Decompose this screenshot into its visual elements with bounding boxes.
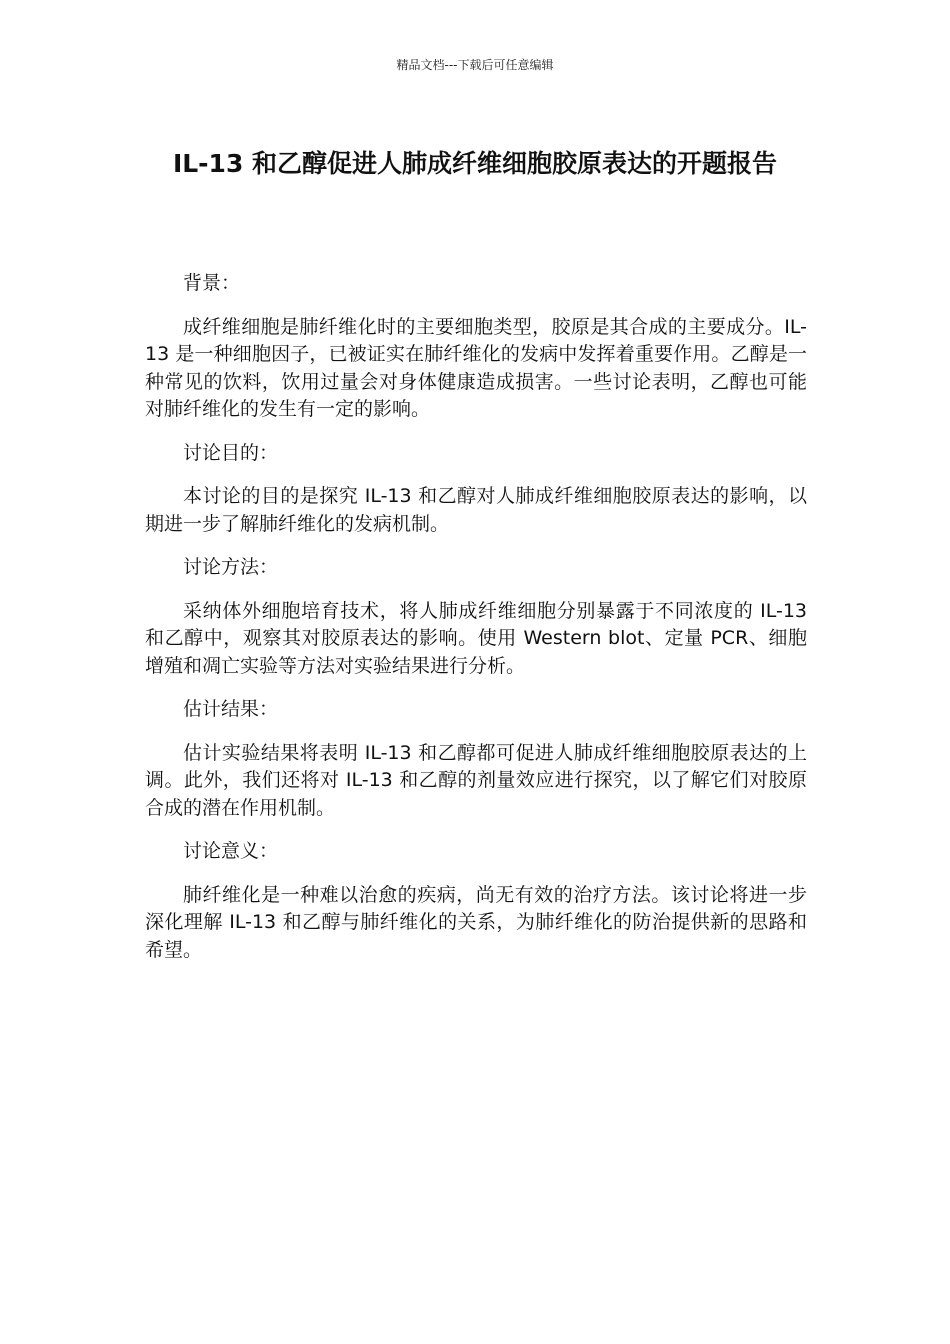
section-heading: 背景：	[183, 272, 241, 294]
section-significance	[145, 838, 807, 964]
document-body	[145, 270, 807, 980]
document-title: IL-13 和乙醇促进人肺成纤维细胞胶原表达的开题报告	[172, 149, 778, 178]
section-objective	[145, 440, 807, 539]
section-paragraph: 肺纤维化是一种难以治愈的疾病，尚无有效的治疗方法。该讨论将进一步深化理解 IL-13 和乙醇与肺纤维化的关系，为肺纤维化的防治提供新的思路和希望。	[145, 883, 807, 961]
section-background	[145, 270, 807, 424]
section-heading: 讨论意义：	[183, 840, 279, 862]
section-expected-results	[145, 696, 807, 822]
section-heading: 讨论目的：	[183, 441, 279, 464]
section-methods	[145, 554, 807, 680]
section-heading: 讨论方法：	[183, 556, 279, 578]
section-paragraph: 估计实验结果将表明 IL-13 和乙醇都可促进人肺成纤维细胞胶原表达的上调。此外，我们还将对 IL-13 和乙醇的剂量效应进行探究，以了解它们对胶原合成的潜在作用机制。	[145, 741, 807, 819]
header-note: 精品文档---下载后可任意编辑	[396, 58, 554, 72]
section-paragraph: 本讨论的目的是探究 IL-13 和乙醇对人肺成纤维细胞胶原表达的影响，以期进一步了解肺纤维化的发病机制。	[145, 485, 807, 535]
section-paragraph: 采纳体外细胞培育技术，将人肺成纤维细胞分别暴露于不同浓度的 IL-13 和乙醇中，观察其对胶原表达的影响。使用 Western blot、定量 PCR、细胞增殖和凋亡实验等方法对实验结果进行分析。	[145, 599, 807, 677]
section-paragraph: 成纤维细胞是肺纤维化时的主要细胞类型，胶原是其合成的主要成分。IL-13 是一种细胞因子，已被证实在肺纤维化的发病中发挥着重要作用。乙醇是一种常见的饮料，饮用过量会对身体健康造成损害。一些讨论表明，乙醇也可能对肺纤维化的发生有一定的影响。	[145, 315, 807, 420]
section-heading: 估计结果：	[183, 698, 279, 720]
